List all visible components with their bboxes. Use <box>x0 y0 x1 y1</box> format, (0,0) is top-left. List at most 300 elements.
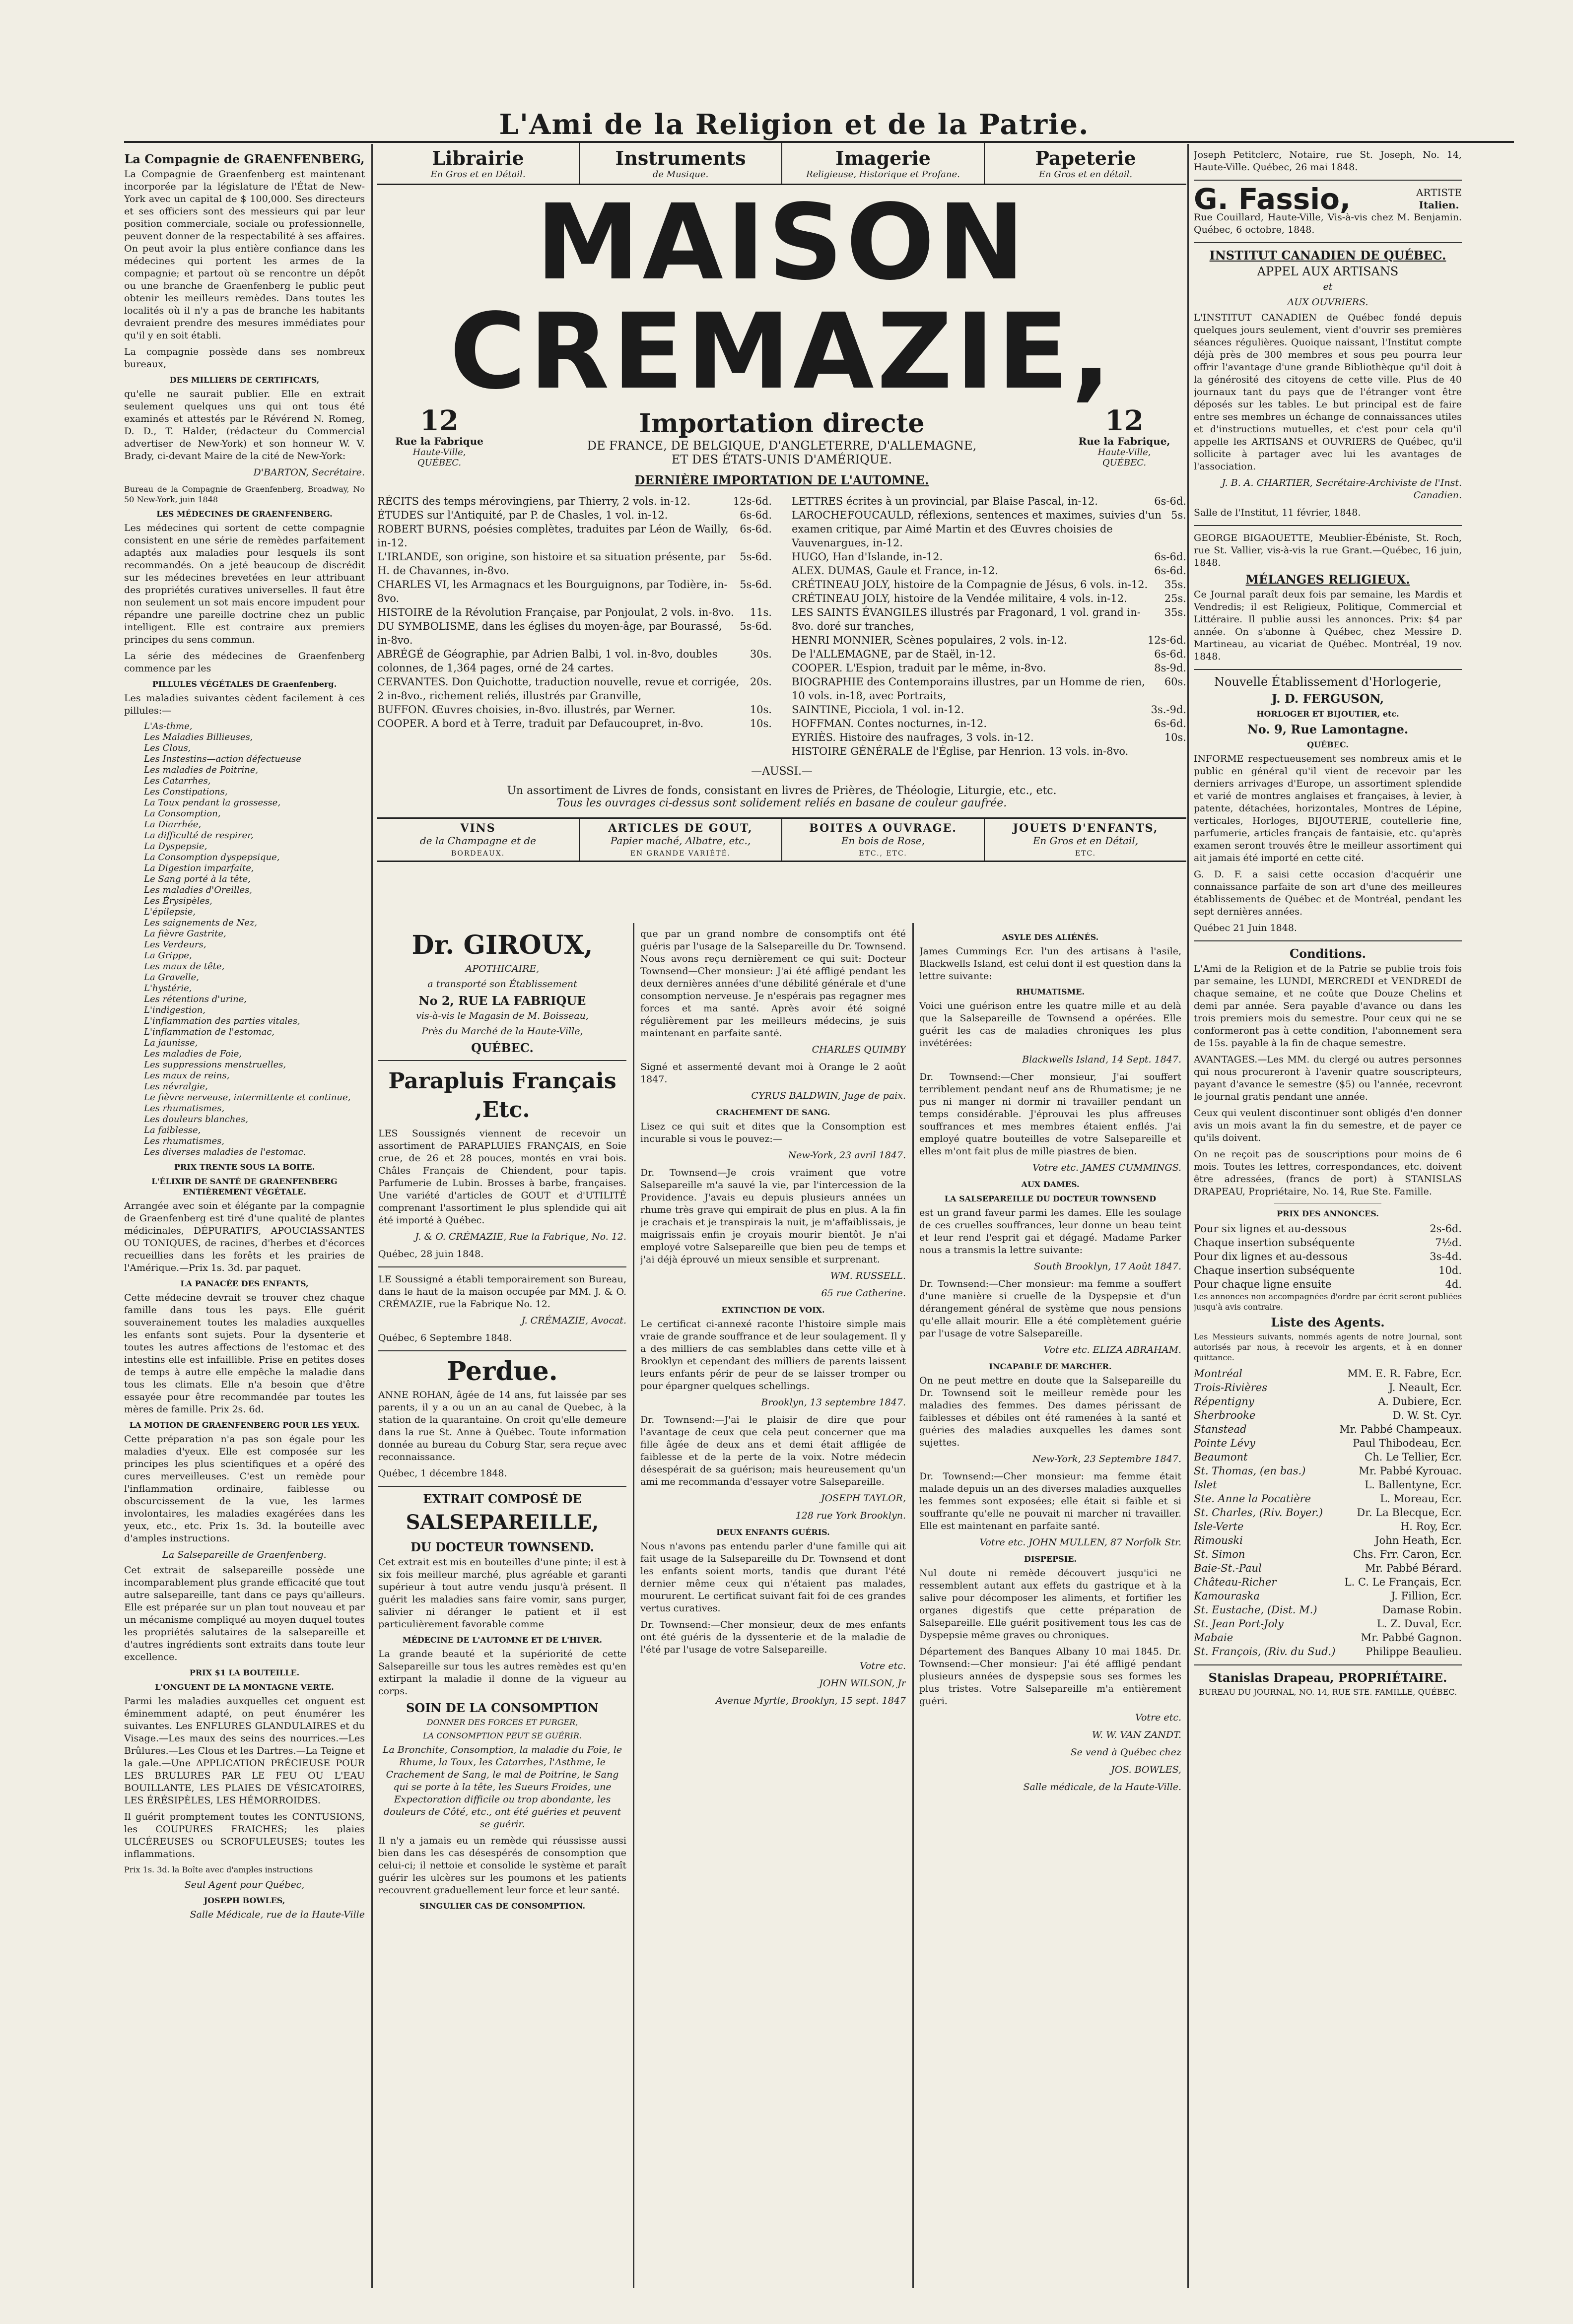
address-town: QUÉBEC. <box>417 458 462 468</box>
agent-row <box>1194 1492 1462 1506</box>
horlogerie-sub: HORLOGER ET BIJOUTIER, etc. <box>1256 709 1399 719</box>
book-title: BIOGRAPHIE des Contemporains illustres, par un Homme de rien, 10 vols. in-18, avec Portraits, <box>792 676 1145 702</box>
book-price: 5s. <box>1171 509 1186 521</box>
paragraph: Prix 1s. 3d. la Boîte avec d'amples instructions <box>124 1865 313 1874</box>
agent-row <box>1194 1520 1462 1533</box>
goods-header <box>377 817 1186 862</box>
list-item: La Gravelle, <box>144 972 199 983</box>
list-item: La Consomption dyspepsique, <box>144 852 280 863</box>
section-title: L'ÉLIXIR DE SANTÉ DE GRAENFENBERG ENTIÈREMENT VÉGÉTALE. <box>151 1177 338 1196</box>
list-item: La Consomption, <box>144 808 221 819</box>
date: Blackwells Island, 14 Sept. 1847. <box>1022 1054 1181 1065</box>
book-title: HUGO, Han d'Islande, in-12. <box>792 551 943 563</box>
divider <box>378 1060 626 1061</box>
book-title: ABRÉGÉ de Géographie, par Adrien Balbi, 1 vol. in-8vo, doubles colonnes, de 1,364 pages, orné de 24 cartes. <box>377 648 718 674</box>
paragraph: Rue Couillard, Haute-Ville, Vis-à-vis chez M. Benjamin. Québec, 6 octobre, 1848. <box>1194 212 1462 235</box>
paragraph: Salle de l'Institut, 11 février, 1848. <box>1194 507 1361 518</box>
section-title: CRACHEMENT DE SANG. <box>716 1108 830 1117</box>
paragraph: AVANTAGES.—Les MM. du clergé ou autres personnes qui nous procureront à l'avenir quatre souscripteurs, payant d'avance le semestre ($5) ou l'année, recevront le journal gratis pendant une année. <box>1194 1054 1462 1102</box>
book-entry <box>377 703 772 717</box>
mid-column <box>378 928 626 2288</box>
date: New-York, 23 Septembre 1847. <box>1032 1454 1181 1464</box>
signature: Se vend à Québec chez <box>1070 1747 1181 1758</box>
masthead: L'Ami de la Religion et de la Patrie. <box>499 108 1090 141</box>
agent-row <box>1194 1450 1462 1464</box>
book-entry <box>792 605 1186 633</box>
agent-address: Salle Médicale, rue de la Haute-Ville <box>190 1909 365 1920</box>
paragraph: Dr. Townsend:—J'ai le plaisir de dire que pour l'avantage de ceux que cela peut concerner que ma fille âgée de deux ans et demi était affligée de faiblesse et de la perte de la voix. Notre médecin désespérait de sa guérison; mais heureusement qu'un ami me recommanda d'essayer votre Salsepareille. <box>640 1414 906 1487</box>
list-item: Les Instestins—action défectueuse <box>144 754 301 764</box>
address-right <box>1062 406 1186 468</box>
address-street: Rue la Fabrique, <box>1078 435 1170 447</box>
agent-row <box>1194 1631 1462 1645</box>
category-title: Librairie <box>432 147 524 169</box>
paragraph: Parmi les maladies auxquelles cet onguent est éminemment adapté, on peut énumérer les suivantes. Les ENFLURES GLANDULAIRES et du Visage.—Les maux des seins des nourrices.—Les Brûlures.—Les Clous et les Dartres.—La Teigne et la gale.—Une APPLICATION PRÉCIEUSE POUR LES BRULURES PAR LE FEU OU L'EAU BOUILLANTE, LES PLAIES DE VÉSICATOIRES, LES ÉRÉSIPÈLES, LES HÉMORROIDES. <box>124 1696 365 1806</box>
book-entry <box>377 550 772 578</box>
paragraph: Québec, 6 Septembre 1848. <box>378 1332 512 1343</box>
paragraph: ANNE ROHAN, âgée de 14 ans, fut laissée par ses parents, il y a ou un an au canal de Quebec, à la station de la quarantaine. On croit qu'elle demeure dans la rue St. Anne à Québec. Toute information donnée au bureau du Coburg Star, sera reçue avec reconnaissance. <box>378 1390 626 1462</box>
prix-label: Chaque insertion subséquente <box>1194 1237 1355 1249</box>
agent-place: Mabaie <box>1194 1632 1233 1644</box>
column-divider <box>371 144 373 2288</box>
book-price: 6s-6d. <box>740 509 772 521</box>
agent-place: Beaumont <box>1194 1451 1248 1463</box>
paragraph: Voici une guérison entre les quatre mille et au delà que la Salsepareille de Townsend a opérées. Elle guérit les cas de maladies chroniques les plus invétérées: <box>919 1000 1181 1049</box>
divider <box>378 1486 626 1487</box>
paragraph: La Bronchite, Consomption, la maladie du Foie, le Rhume, la Toux, les Catarrhes, l'Asthme, le Crachement de Sang, le mal de Poitrine, le Sang qui se porte à la tête, les Sueurs Froides, une Expectoration difficile ou trop abondante, les douleurs de Côté, etc., ont été guéries et peuvent se guérir. <box>382 1744 622 1830</box>
paragraph: INFORME respectueusement ses nombreux amis et le public en général qu'il vient de recevoir par les derniers arrivages d'Europe, un assortiment splendide et varié de montres anglaises et françaises, à levier, à patente, détachées, horizontales, Montres de Lépine, verticales, Horloges, BIJOUTERIE, coutellerie fine, parfumerie, articles français de fantaisie, etc. qu'après examen seront trouvés être le meilleur assortiment qui ait jamais été importé en cette cité. <box>1194 753 1462 863</box>
book-title: ALEX. DUMAS, Gaule et France, in-12. <box>792 565 999 577</box>
institut-sub-2: et <box>1323 281 1333 292</box>
book-title: ROBERT BURNS, poésies complètes, traduites par Léon de Wailly, in-12. <box>377 523 729 549</box>
prix-value: 3s-4d. <box>1430 1251 1462 1262</box>
paragraph: Cette médecine devrait se trouver chez chaque famille dans tous les pays. Elle guérit souverainement toutes les maladies auxquelles les enfants sont sujets. Pour la dysenterie et toutes les autres affections de l'estomac et des intestins elle est infaillible. Prise en petites doses de temps à autre elle empêche la maladie dans tous les climats. Elle n'a besoin que d'être essayée pour être recommandée par toutes les mères de famille. Prix 2s. 6d. <box>124 1292 365 1415</box>
book-title: HENRI MONNIER, Scènes populaires, 2 vols. in-12. <box>792 634 1067 646</box>
prix-row <box>1194 1250 1462 1263</box>
paragraph: Les médecines qui sortent de cette compagnie consistent en une série de remèdes parfaitement adaptés aux maladies pour lesquels ils sont recommandés. On a jeté beaucoup de discrédit sur les médecines brevetées en leur attribuant des propriétés curatives universelles. Il faut être non seulement un sot mais encore impudent pour répandre une pareille doctrine chez un public intelligent. Elle est contraire aux premiers principes du sens commun. <box>124 523 365 645</box>
agent-place: Stanstead <box>1194 1423 1247 1435</box>
book-price: 6s-6d. <box>1154 718 1186 730</box>
book-entry <box>377 647 772 675</box>
prix-label: Pour chaque ligne ensuite <box>1194 1278 1332 1290</box>
fassio-row <box>1194 182 1462 216</box>
book-entry <box>377 578 772 605</box>
list-item: Les Catarrhes, <box>144 776 211 786</box>
paragraph: Signé et assermenté devant moi à Orange le 2 août 1847. <box>640 1062 906 1085</box>
fassio-name: G. Fassio, <box>1194 182 1351 216</box>
agent-place: Montréal <box>1194 1368 1242 1380</box>
book-list <box>377 494 1186 758</box>
address-number: 12 <box>1105 404 1144 437</box>
paragraph: Nous n'avons pas entendu parler d'une famille qui ait fait usage de la Salsepareille du Dr. Townsend et dont les enfants soient morts, tandis que durant l'été dernier même ceux qui n'étaient pas malades, moururent. Le certificat suivant fait foi de ces grandes vertus curatives. <box>640 1541 906 1614</box>
agent-name: L. C. Le Français, Ecr. <box>1344 1576 1462 1588</box>
date: New-York, 23 avril 1847. <box>788 1150 906 1161</box>
agent-row <box>1194 1436 1462 1450</box>
list-item: La Diarrhée, <box>144 819 202 830</box>
paragraph: Bureau de la Compagnie de Graenfenberg, Broadway, No 50 New-York, juin 1848 <box>124 484 365 504</box>
goods-bottom: ETC. <box>1075 850 1096 858</box>
paragraph: Dr. Townsend:—Cher monsieur: ma femme a souffert d'une manière si cruelle de la Dyspepsie et d'un dérangement général de système que nous pensions qu'elle allait mourir. Elle a été complètement guérie par l'usage de votre Salsepareille. <box>919 1278 1181 1339</box>
agent-name: J. Neault, Ecr. <box>1389 1382 1462 1394</box>
signature: Votre etc. JAMES CUMMINGS. <box>1032 1162 1181 1173</box>
paragraph: Nul doute ni remède découvert jusqu'ici ne ressemblent autant aux effets du gastrique et à la salive pour décomposer les aliments, et fortifier les organes digestifs que cette préparation de Salsepareille. Elle guérit positivement tous les cas de Dyspepsie même graves ou chroniques. <box>919 1568 1181 1641</box>
book-entry <box>792 633 1186 647</box>
goods-cell <box>985 819 1186 861</box>
signature: J. B. A. CHARTIER, Secrétaire-Archiviste de l'Inst. Canadien. <box>1222 477 1462 501</box>
signature: 65 rue Catherine. <box>821 1288 906 1299</box>
goods-cell <box>782 819 985 861</box>
book-price: 11s. <box>750 606 772 618</box>
list-item: Les douleurs blanches, <box>144 1114 248 1125</box>
signature: Votre etc. ELIZA ABRAHAM. <box>1043 1344 1181 1355</box>
list-item: Les rhumatismes, <box>144 1136 225 1146</box>
book-price: 5s-6d. <box>740 620 772 632</box>
list-item: L'épilepsie, <box>144 907 196 917</box>
paragraph: Les maladies suivantes cèdent facilement à ces pillules:— <box>124 693 365 716</box>
agent-row <box>1194 1478 1462 1492</box>
horlogerie-title: Nouvelle Établissement d'Horlogerie, <box>1214 675 1442 689</box>
agent-name: JOSEPH BOWLES, <box>204 1896 285 1905</box>
divider <box>1194 242 1462 243</box>
paragraph: qu'elle ne saurait publier. Elle en extrait seulement quelques uns qui ont tous été examinés et attestés par le Révérend N. Romeg, D. D., T. Halder, (rédacteur du Commercial advertiser de New-York) et son honneur W. V. Brady, ci-devant Maire de la cité de New-York: <box>124 389 365 462</box>
book-title: CRÉTINEAU JOLY, histoire de la Compagnie de Jésus, 6 vols. in-12. <box>792 579 1148 591</box>
paragraph: est un grand faveur parmi les dames. Elle les soulage de ces cruelles souffrances, leur donne un beau teint et leur rend l'esprit gai et dégagé. Madame Parker nous a transmis la lettre suivante: <box>919 1207 1181 1256</box>
giroux-address-2: vis-à-vis le Magasin de M. Boisseau, <box>416 1010 589 1021</box>
agent-name: H. Roy, Ecr. <box>1400 1521 1462 1532</box>
paragraph: Lisez ce qui suit et dites que la Consomption est incurable si vous le pouvez:— <box>640 1121 906 1144</box>
aussi-line-2: Tous les ouvrages ci-dessus sont solidement reliés en basane de couleur gaufrée. <box>556 797 1007 809</box>
list-item: Le Sang porté à la tête, <box>144 874 251 884</box>
agent-name: L. Ballentyne, Ecr. <box>1365 1479 1462 1491</box>
giroux-sub: APOTHICAIRE, <box>465 963 540 974</box>
agent-row <box>1194 1381 1462 1394</box>
book-price: 35s. <box>1164 606 1186 618</box>
book-price: 60s. <box>1164 676 1186 688</box>
giroux-address: No 2, RUE LA FABRIQUE <box>418 994 586 1008</box>
agent-name: Mr. Pabbé Kyrouac. <box>1359 1465 1462 1477</box>
list-item: Les rétentions d'urine, <box>144 994 247 1004</box>
paragraph: Département des Banques Albany 10 mai 1845. Dr. Townsend:—Cher monsieur: J'ai été affligé pendant plusieurs années de dyspepsie sous ses formes les plus tristes. Votre Salsepareille m'a entièrement guéri. <box>919 1646 1181 1707</box>
horlogerie-address: No. 9, Rue Lamontagne. <box>1247 722 1409 736</box>
townsend-column-2 <box>919 928 1181 2288</box>
signature: Salle médicale, de la Haute-Ville. <box>1023 1782 1181 1793</box>
book-price: 8s-9d. <box>1154 662 1186 674</box>
signature: Votre etc. <box>860 1660 906 1671</box>
agents-title: Liste des Agents. <box>1271 1315 1385 1329</box>
section-title: PRIX TRENTE SOUS LA BOITE. <box>174 1162 315 1172</box>
fassio-sub-2: Italien. <box>1419 199 1459 211</box>
owner: Stanislas Drapeau, PROPRIÉTAIRE. <box>1208 1670 1447 1685</box>
paragraph: LE Soussigné a établi temporairement son Bureau, dans le haut de la maison occupée par MM. J. & O. CRÉMAZIE, rue la Fabrique No. 12. <box>378 1274 626 1310</box>
book-title: BUFFON. Œuvres choisies, in-8vo. illustrés, par Werner. <box>377 704 676 716</box>
paragraph: Les Messieurs suivants, nommés agents de notre Journal, sont autorisés par nous, à recevoir les argents, et à en donner quittance. <box>1194 1332 1462 1362</box>
date: South Brooklyn, 17 Août 1847. <box>1034 1261 1181 1272</box>
paragraph: On ne peut mettre en doute que la Salsepareille du Dr. Townsend soit le meilleur remède pour les maladies des femmes. Des dames périssant de faiblesses et débiles ont été ramenées à la santé et guéries des maladies auxquelles les dames sont sujettes. <box>919 1375 1181 1448</box>
list-item: Les Verdeurs, <box>144 939 206 950</box>
list-item: Les névralgie, <box>144 1081 208 1092</box>
agent-name: L. Z. Duval, Ecr. <box>1376 1618 1462 1630</box>
prix-label: Pour six lignes et au-dessous <box>1194 1223 1347 1235</box>
signature: JOHN WILSON, Jr <box>819 1678 906 1689</box>
agent-place: Islet <box>1194 1479 1217 1491</box>
certificats-title: DES MILLIERS DE CERTIFICATS, <box>169 375 320 385</box>
agent-place: Château-Richer <box>1194 1576 1277 1588</box>
list-item: La difficulté de respirer, <box>144 830 254 841</box>
book-title: COOPER. L'Espion, traduit par le même, in-8vo. <box>792 662 1046 674</box>
paragraph: On ne reçoit pas de souscriptions pour moins de 6 mois. Toutes les lettres, correspondances, etc. doivent être adressées, (francs de port) à STANISLAS DRAPEAU, Propriétaire, No. 14, Rue Ste. Famille. <box>1194 1149 1462 1197</box>
category-sub: En Gros et en détail. <box>1038 169 1133 180</box>
giroux-title: Dr. GIROUX, <box>411 930 593 960</box>
import-countries: DE FRANCE, DE BELGIQUE, D'ANGLETERRE, D'ALLEMAGNE, <box>587 438 977 453</box>
list-item: La Dyspepsie, <box>144 841 207 852</box>
paragraph: G. D. F. a saisi cette occasion d'acquérir une connaissance parfaite de son art d'une des meilleures établissements de Québec et de Montréal, pendant les sept dernières années. <box>1194 869 1462 917</box>
paragraph: Le certificat ci-annexé raconte l'histoire simple mais vraie de grande souffrance et de leur soulagement. Il y a des milliers de cas semblables dans cette ville et à Brooklyn et cependant des milliers de parents laissent leurs enfants périr de peur de se laisser tromper ou pour épargner quelques schellings. <box>640 1319 906 1392</box>
book-entry <box>792 661 1186 675</box>
book-price: 5s-6d. <box>740 579 772 591</box>
divider <box>1194 1664 1462 1665</box>
agents-list <box>1194 1367 1462 1659</box>
agent-row <box>1194 1589 1462 1603</box>
book-entry <box>792 578 1186 592</box>
book-entry <box>377 717 772 730</box>
agent-place: Ste. Anne la Pocatière <box>1194 1493 1311 1505</box>
column-divider <box>912 923 914 2288</box>
agent-place: Sherbrooke <box>1194 1409 1256 1421</box>
book-price: 3s.-9d. <box>1151 704 1186 716</box>
agent-row <box>1194 1506 1462 1520</box>
paragraph: Arrangée avec soin et élégante par la compagnie de Graenfenberg est tiré d'une qualité de plantes médicinales, DÉPURATIFS, APOUCIASSANTES OU TONIQUES, de racines, d'herbes et d'écorces recueillies dans les forêts et les prairies de l'Amérique.—Prix 1s. 3d. par paquet. <box>124 1200 365 1273</box>
category-sub: de Musique. <box>652 169 709 180</box>
list-item: L'indigestion, <box>144 1005 206 1015</box>
book-price: 5s-6d. <box>740 551 772 563</box>
maison-title: MAISON CREMAZIE, <box>449 182 1114 412</box>
institut-sub: APPEL AUX ARTISANS <box>1257 265 1399 278</box>
conditions-title: Conditions. <box>1290 946 1366 961</box>
prix-table <box>1194 1222 1462 1291</box>
agent-name: Chs. Frr. Caron, Ecr. <box>1353 1548 1462 1560</box>
section-title: ASYLE DES ALIÉNÉS. <box>1002 932 1099 942</box>
townsend-column-1 <box>640 928 906 2288</box>
list-item: La fièvre Gastrite, <box>144 929 226 939</box>
category-title: Imagerie <box>835 147 931 169</box>
signature: W. W. VAN ZANDT. <box>1092 1729 1181 1740</box>
book-entry <box>377 522 772 550</box>
prix-row <box>1194 1236 1462 1250</box>
list-item: Les Clous, <box>144 743 191 753</box>
divider <box>1194 940 1462 941</box>
book-title: DU SYMBOLISME, dans les églises du moyen-âge, par Bourassé, in-8vo. <box>377 620 722 646</box>
fassio-label <box>1416 187 1462 211</box>
paragraph: Québec, 1 décembre 1848. <box>378 1468 507 1479</box>
agent-row <box>1194 1547 1462 1561</box>
paragraph: Ceux qui veulent discontinuer sont obligés d'en donner avis un mois avant la fin du semestre, et de payer ce qu'ils doivent. <box>1194 1108 1462 1143</box>
import-block <box>501 408 1062 466</box>
extrait-big: SALSEPAREILLE, <box>406 1511 599 1534</box>
agent-name: J. Fillion, Ecr. <box>1391 1590 1462 1602</box>
column-divider <box>1187 144 1189 2288</box>
agent-name: Mr. Pabbé Bérard. <box>1365 1562 1462 1574</box>
agent-name: A. Dubiere, Ecr. <box>1378 1395 1462 1407</box>
section-title: MÉDECINE DE L'AUTOMNE ET DE L'HIVER. <box>402 1635 603 1645</box>
section-title: PILLULES VÉGÉTALES DE Graenfenberg. <box>152 679 337 689</box>
list-item: Les suppressions menstruelles, <box>144 1060 286 1070</box>
book-entry <box>792 564 1186 578</box>
prix-label: Chaque insertion subséquente <box>1194 1264 1355 1276</box>
book-entry <box>792 675 1186 703</box>
address-street: Rue la Fabrique <box>395 435 483 447</box>
agent-name: L. Moreau, Ecr. <box>1380 1493 1462 1505</box>
book-title: HISTOIRE de la Révolution Française, par Ponjoulat, 2 vols. in-8vo. <box>377 606 734 618</box>
book-price: 25s. <box>1164 593 1186 604</box>
list-item: Les maux de reins, <box>144 1070 230 1081</box>
signature: Votre etc. JOHN MULLEN, 87 Norfolk Str. <box>979 1537 1181 1548</box>
agent-label: Seul Agent pour Québec, <box>184 1879 305 1890</box>
ailment-list <box>144 721 365 1158</box>
category-cell <box>985 143 1186 184</box>
book-title: LAROCHEFOUCAULD, réflexions, sentences et maximes, suivies d'un examen critique, par Aimé Martin et des Œuvres choisies de Vauvenargues, in-12. <box>792 509 1162 549</box>
category-cell <box>377 143 580 184</box>
book-title: ÉTUDES sur l'Antiquité, par P. de Chasles, 1 vol. in-12. <box>377 509 668 521</box>
book-price: 12s-6d. <box>1147 634 1186 646</box>
agent-name: Damase Robin. <box>1382 1604 1462 1616</box>
goods-title: VINS <box>460 822 496 835</box>
list-item: L'inflammation de l'estomac, <box>144 1027 275 1037</box>
book-entry <box>792 494 1186 508</box>
paragraph: Il guérit promptement toutes les CONTUSIONS, les COUPURES FRAICHES; les plaies ULCÉREUSES ou SCROFULEUSES; toutes les inflammations. <box>124 1811 365 1859</box>
giroux-city: QUÉBEC. <box>471 1041 534 1055</box>
list-item: La Digestion imparfaite, <box>144 863 254 873</box>
book-entry <box>377 494 772 508</box>
giroux-body: a transporté son Établissement <box>427 979 577 990</box>
agent-name: John Heath, Ecr. <box>1375 1534 1462 1546</box>
agent-row <box>1194 1561 1462 1575</box>
book-title: HOFFMAN. Contes nocturnes, in-12. <box>792 718 987 730</box>
paragraph: Les annonces non accompagnées d'ordre par écrit seront publiées jusqu'à avis contraire. <box>1194 1292 1462 1312</box>
paragraph: Dr. Townsend:—Cher monsieur: ma femme était malade depuis un an des diverses maladies auxquelles les femmes sont exposées; elle était si faible et si souffrante qu'elle ne pouvait ni marcher ni travailler. Elle est maintenant en parfaite santé. <box>919 1471 1181 1531</box>
signature: CYRUS BALDWIN, Juge de paix. <box>751 1090 906 1101</box>
paragraph: Dr. Townsend—Je crois vraiment que votre Salsepareille m'a sauvé la vie, par l'intercession de la Providence. J'avais eu depuis plusieurs années un rhume très grave qui empirait de plus en plus. A la fin je crachais et je transpirais la nuit, je m'affaiblissais, je maigrissais enfin je croyais mourir bientôt. Je n'ai employé votre Salsepareille que bien peu de temps et j'ai déjà éprouvé un mieux sensible et surprenant. <box>640 1167 906 1265</box>
divider <box>1194 525 1462 526</box>
book-price: 6s-6d. <box>1154 551 1186 563</box>
book-title: CRÉTINEAU JOLY, histoire de la Vendée militaire, 4 vols. in-12. <box>792 593 1127 604</box>
agent-name: Philippe Beaulieu. <box>1366 1646 1462 1658</box>
import-title: Importation directe <box>639 408 925 439</box>
list-item: La Toux pendant la grossesse, <box>144 797 281 808</box>
agent-place: Rimouski <box>1194 1534 1243 1546</box>
section-title: EXTINCTION DE VOIX. <box>721 1305 825 1315</box>
right-column <box>1194 149 1462 2288</box>
book-title: RÉCITS des temps mérovingiens, par Thierry, 2 vols. in-12. <box>377 495 690 507</box>
book-entry <box>792 508 1186 550</box>
agent-row <box>1194 1617 1462 1631</box>
book-entry <box>377 675 772 703</box>
signature: 128 rue York Brooklyn. <box>795 1510 906 1521</box>
agent-name: Paul Thibodeau, Ecr. <box>1353 1437 1462 1449</box>
list-item: Les maux de tête, <box>144 961 225 972</box>
signature: J. CRÉMAZIE, Avocat. <box>521 1315 626 1326</box>
book-column-left <box>377 494 772 758</box>
goods-sub: En bois de Rose, <box>841 835 925 847</box>
list-item: Les Érysipèles, <box>144 896 213 906</box>
section-title: La Salsepareille de Graenfenberg. <box>162 1549 327 1560</box>
section-title: DEUX ENFANTS GUÉRIS. <box>716 1527 830 1537</box>
agent-name: Dr. La Blecque, Ecr. <box>1357 1507 1462 1519</box>
list-item: La faiblesse, <box>144 1125 201 1135</box>
institut-title: INSTITUT CANADIEN DE QUÉBEC. <box>1209 248 1446 263</box>
goods-bottom: BORDEAUX. <box>451 850 505 858</box>
notaire-ad: Joseph Petitclerc, Notaire, rue St. Joseph, No. 14, Haute-Ville. Québec, 26 mai 1848. <box>1194 149 1462 173</box>
agent-place: Trois-Rivières <box>1194 1382 1268 1394</box>
signature: Votre etc. <box>1135 1712 1181 1723</box>
category-cell <box>580 143 782 184</box>
book-title: LES SAINTS ÉVANGILES illustrés par Fragonard, 1 vol. grand in-8vo. doré sur tranches, <box>792 606 1141 632</box>
book-title: De l'ALLEMAGNE, par de Staël, in-12. <box>792 648 996 660</box>
agent-row <box>1194 1394 1462 1408</box>
book-entry <box>792 730 1186 744</box>
divider <box>378 1350 626 1351</box>
paragraph: Cet extrait de salsepareille possède une incomparablement plus grande efficacité que tout autre salsepareille, tant dans ce pays qu'ailleurs. Elle est préparée sur un plan tout nouveau et par un mécanisme compliqué au moyen duquel toutes les propriétés salutaires de la salsepareille et d'autres ingrédients sont extraits dans toute leur excellence. <box>124 1565 365 1662</box>
category-sub: Religieuse, Historique et Profane. <box>806 169 960 180</box>
section-title: LA SALSEPAREILLE DU DOCTEUR TOWNSEND <box>944 1194 1157 1203</box>
paragraph: LES Soussignés viennent de recevoir un assortiment de PARAPLUIES FRANÇAIS, en Soie crue, de 26 et 28 pouces, montés en vrai bois. Châles Français de Chiendent, pour tapis. Parfumerie de Lubin. Brosses à barbe, françaises. Une variété d'articles de GOUT et d'UTILITÉ comprenant l'assortiment le plus splendide qui ait été importé à Québec. <box>378 1128 626 1226</box>
book-title: HISTOIRE GÉNÉRALE de l'Église, par Henrion. 13 vols. in-8vo. <box>792 745 1129 757</box>
section-title: LES MÉDECINES DE GRAENFENBERG. <box>156 509 333 519</box>
book-entry <box>792 703 1186 717</box>
list-item: La Grippe, <box>144 950 192 961</box>
left-column <box>124 149 365 2283</box>
list-item: Les diverses maladies de l'estomac. <box>144 1147 306 1157</box>
book-entry <box>792 647 1186 661</box>
section-title: SINGULIER CAS DE CONSOMPTION. <box>419 1901 586 1911</box>
bureau: BUREAU DU JOURNAL, NO. 14, RUE STE. FAMILLE, QUÉBEC. <box>1198 1687 1457 1697</box>
goods-bottom: ETC., ETC. <box>859 850 907 858</box>
book-title: EYRIÈS. Histoire des naufrages, 3 vols. in-12. <box>792 731 1034 743</box>
list-item: L'As-thme, <box>144 721 193 731</box>
signature: WM. RUSSELL. <box>830 1270 906 1281</box>
category-sub: En Gros et en Détail. <box>430 169 526 180</box>
bigaouette-ad: GEORGE BIGAOUETTE, Meublier-Ébéniste, St. Roch, rue St. Vallier, vis-à-vis la rue Grant.—Québec, 16 juin, 1848. <box>1194 532 1462 568</box>
section-sub: DONNER DES FORCES ET PURGER, <box>426 1718 578 1727</box>
agent-row <box>1194 1408 1462 1422</box>
agent-place: St. Simon <box>1194 1548 1245 1560</box>
prix-row <box>1194 1222 1462 1236</box>
agent-name: Ch. Le Tellier, Ecr. <box>1365 1451 1462 1463</box>
book-entry <box>792 592 1186 605</box>
paragraph: que par un grand nombre de consomptifs ont été guéris par l'usage de la Salsepareille du Dr. Townsend. Nous avons reçu dernièrement ce qui suit: Docteur Townsend—Cher monsieur: J'ai été affligé pendant les deux dernières années d'une débilité générale et d'une consomption nerveuse. Je n'espérais pas regagner mes forces et ma santé. Après avoir été soigné régulièrement par les meilleurs médecins, je suis maintenant en parfaite santé. <box>640 929 906 1039</box>
list-item: Les maladies de Foie, <box>144 1049 242 1059</box>
date: Brooklyn, 13 septembre 1847. <box>761 1397 906 1408</box>
section-title: LA MOTION DE GRAENFENBERG POUR LES YEUX. <box>129 1420 360 1430</box>
divider <box>378 1266 626 1267</box>
list-item: Le fièvre nerveuse, intermittente et continue, <box>144 1092 351 1103</box>
section-sub: LA CONSOMPTION PEUT SE GUÉRIR. <box>423 1731 582 1740</box>
address-left <box>377 406 501 468</box>
list-item: Les maladies de Poitrine, <box>144 765 259 775</box>
section-title: L'ONGUENT DE LA MONTAGNE VERTE. <box>155 1682 334 1692</box>
category-cell <box>782 143 985 184</box>
signature: D'BARTON, Secrétaire. <box>253 467 365 478</box>
agent-place: St. Thomas, (en bas.) <box>1194 1465 1306 1477</box>
parapluis-title: Parapluis Français ,Etc. <box>388 1068 616 1123</box>
agent-row <box>1194 1533 1462 1547</box>
signature: JOS. BOWLES, <box>1111 1764 1181 1775</box>
agent-row <box>1194 1603 1462 1617</box>
list-item: Les Constipations, <box>144 787 228 797</box>
paragraph: La grande beauté et la supériorité de cette Salsepareille sur tous les autres remèdes est qu'en extirpant la maladie il donne de la vigueur au corps. <box>378 1649 626 1697</box>
book-price: 10s. <box>750 704 772 716</box>
goods-sub: Papier maché, Albatre, etc., <box>610 835 751 847</box>
book-price: 6s-6d. <box>1154 565 1186 577</box>
